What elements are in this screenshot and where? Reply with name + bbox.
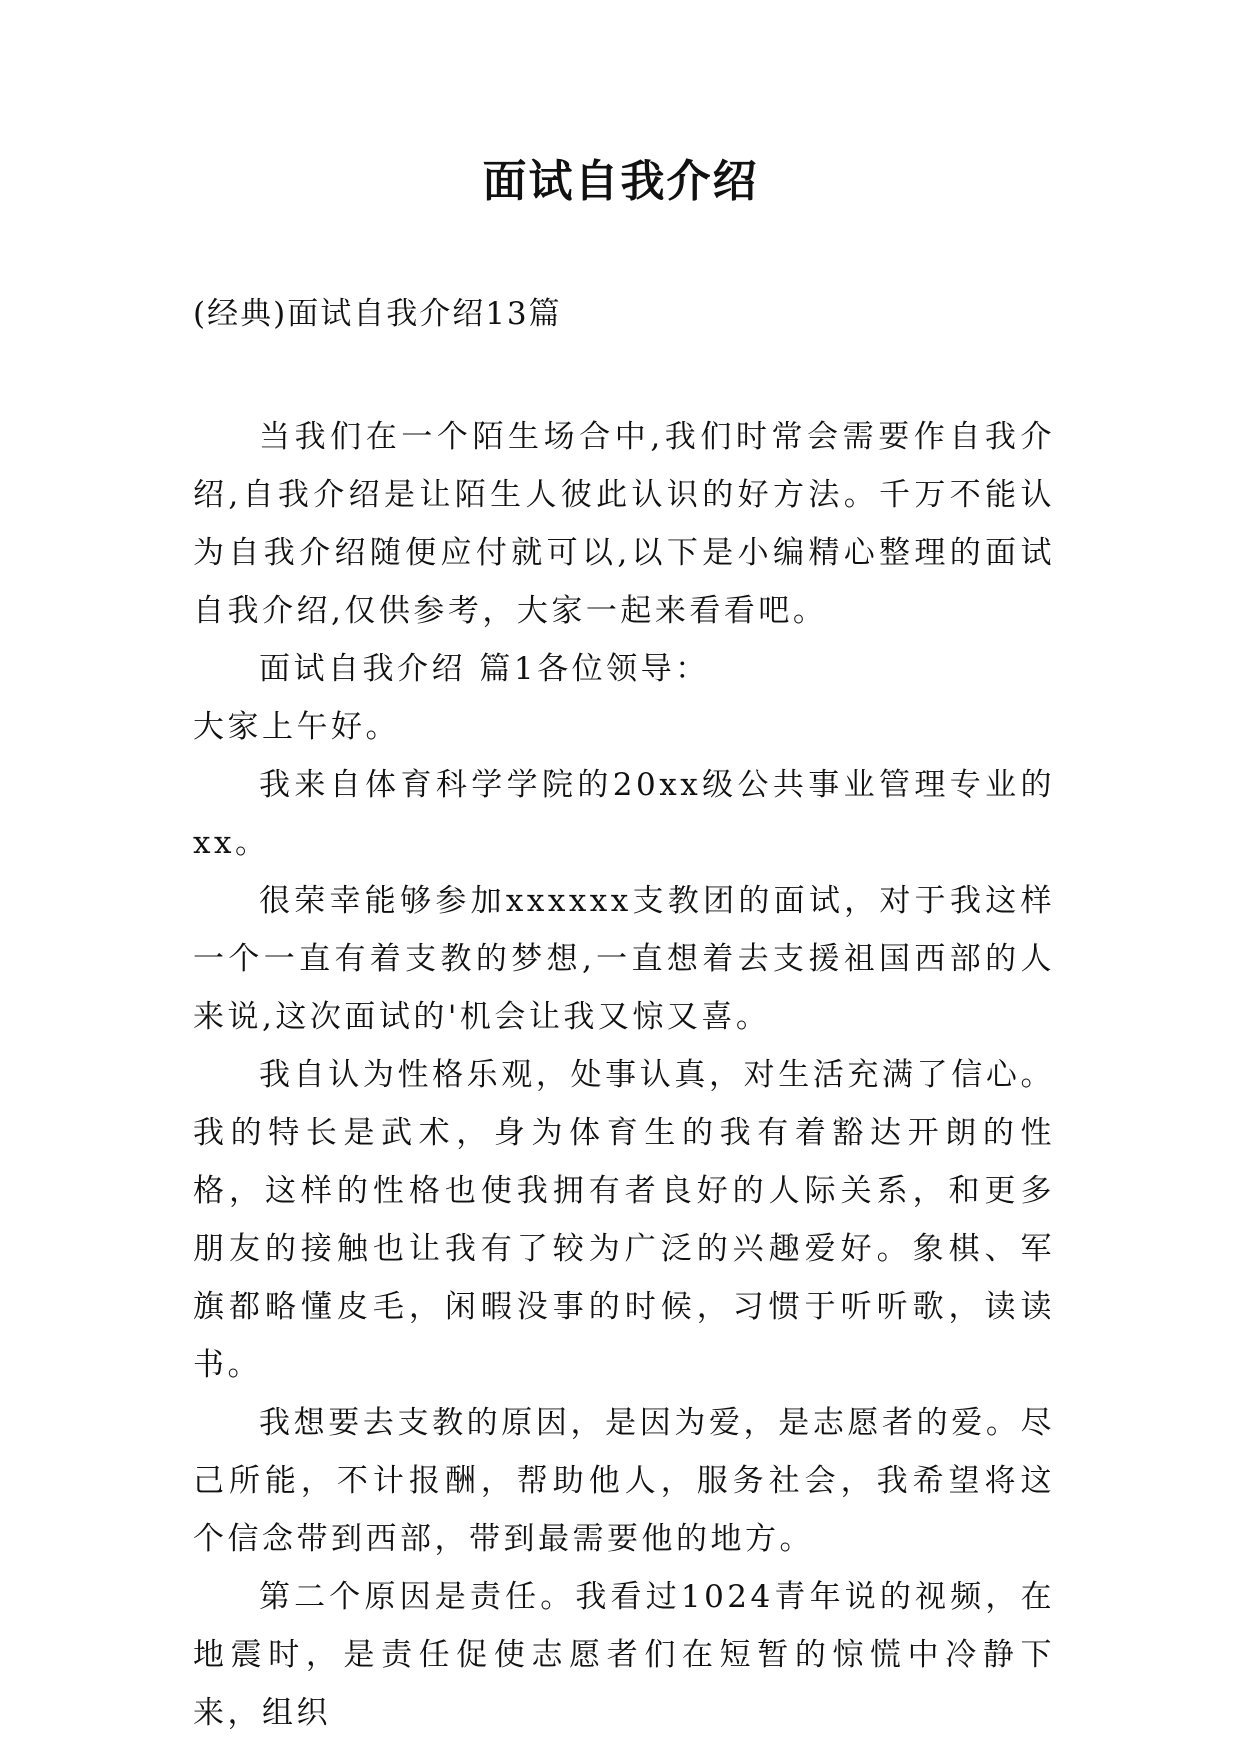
paragraph-origin: 我来自体育科学学院的20xx级公共事业管理专业的xx。 <box>193 767 1055 861</box>
paragraph-honor: 很荣幸能够参加xxxxxx支教团的面试，对于我这样一个一直有着支教的梦想,一直想着去支援祖国西部的人来说,这次面试的'机会让我又惊又喜。 <box>193 883 1055 1035</box>
paragraph-section-heading: 面试自我介绍 篇1各位领导： <box>259 651 710 687</box>
document-body <box>193 408 1055 1742</box>
paragraph-reason-love: 我想要去支教的原因，是因为爱，是志愿者的爱。尽己所能，不计报酬，帮助他人，服务社会，我希望将这个信念带到西部，带到最需要他的地方。 <box>193 1405 1055 1557</box>
paragraph-personality: 我自认为性格乐观，处事认真，对生活充满了信心。我的特长是武术，身为体育生的我有着豁达开朗的性格，这样的性格也使我拥有者良好的人际关系，和更多朋友的接触也让我有了较为广泛的兴趣爱好。象棋、军旗都略懂皮毛，闲暇没事的时候，习惯于听听歌，读读书。 <box>193 1057 1055 1383</box>
paragraph-intro: 当我们在一个陌生场合中,我们时常会需要作自我介绍,自我介绍是让陌生人彼此认识的好方法。千万不能认为自我介绍随便应付就可以,以下是小编精心整理的面试自我介绍,仅供参考，大家一起来看看吧。 <box>193 419 1055 629</box>
paragraph-reason-responsibility: 第二个原因是责任。我看过1024青年说的视频，在地震时，是责任促使志愿者们在短暂的惊慌中冷静下来，组织 <box>193 1579 1055 1731</box>
paragraph-greeting: 大家上午好。 <box>193 709 400 745</box>
document-subtitle: (经典)面试自我介绍13篇 <box>193 296 562 332</box>
document-title: 面试自我介绍 <box>482 156 759 207</box>
